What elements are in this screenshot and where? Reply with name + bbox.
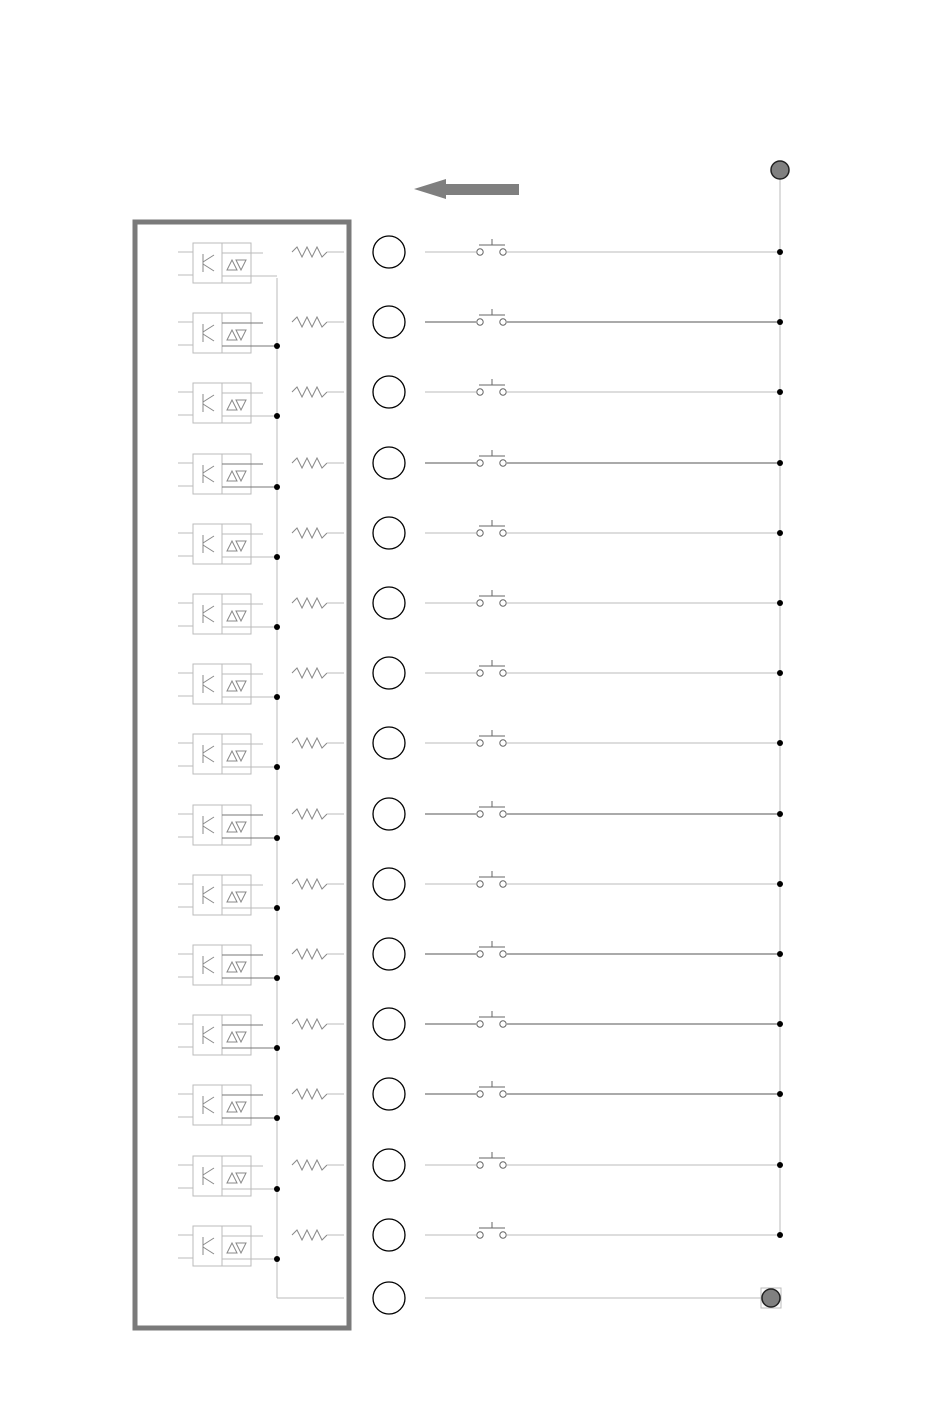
screw-terminal-icon xyxy=(373,1008,405,1040)
channel-1 xyxy=(178,236,783,283)
optocoupler-icon xyxy=(178,454,251,494)
bus-junction-dot xyxy=(274,835,280,841)
resistor-icon xyxy=(292,387,327,397)
screw-terminal-icon xyxy=(373,587,405,619)
channel-4 xyxy=(178,447,783,494)
pushbutton-switch-icon xyxy=(477,871,506,887)
optocoupler-icon xyxy=(178,313,251,353)
screw-terminal-icon xyxy=(373,236,405,268)
bus-junction-dot xyxy=(274,1256,280,1262)
pushbutton-switch-icon xyxy=(477,520,506,536)
rail-junction-dot xyxy=(777,1021,783,1027)
pushbutton-switch-icon xyxy=(477,1152,506,1168)
rail-junction-dot xyxy=(777,460,783,466)
rail-junction-dot xyxy=(777,670,783,676)
screw-terminal-icon xyxy=(373,938,405,970)
resistor-icon xyxy=(292,598,327,608)
channel-7 xyxy=(178,657,783,704)
resistor-icon xyxy=(292,317,327,327)
channel-10 xyxy=(178,868,783,915)
bus-junction-dot xyxy=(274,764,280,770)
bus-junction-dot xyxy=(274,343,280,349)
optocoupler-icon xyxy=(178,594,251,634)
optocoupler-icon xyxy=(178,734,251,774)
bus-junction-dot xyxy=(274,484,280,490)
channel-2 xyxy=(178,306,783,353)
channel-8 xyxy=(178,727,783,774)
resistor-icon xyxy=(292,879,327,889)
optocoupler-icon xyxy=(178,945,251,985)
resistor-icon xyxy=(292,1089,327,1099)
bus-junction-dot xyxy=(274,624,280,630)
rail-junction-dot xyxy=(777,1162,783,1168)
optocoupler-icon xyxy=(178,1226,251,1266)
bus-junction-dot xyxy=(274,1115,280,1121)
resistor-icon xyxy=(292,949,327,959)
pushbutton-switch-icon xyxy=(477,660,506,676)
screw-terminal-icon xyxy=(373,447,405,479)
bus-junction-dot xyxy=(274,975,280,981)
rail-junction-dot xyxy=(777,881,783,887)
pushbutton-switch-icon xyxy=(477,941,506,957)
resistor-icon xyxy=(292,1019,327,1029)
channel-11 xyxy=(178,938,783,985)
bus-junction-dot xyxy=(274,1186,280,1192)
resistor-icon xyxy=(292,738,327,748)
rail-junction-dot xyxy=(777,811,783,817)
resistor-icon xyxy=(292,528,327,538)
supply-terminal-top xyxy=(771,161,789,179)
pushbutton-switch-icon xyxy=(477,450,506,466)
channel-13 xyxy=(178,1078,783,1125)
optocoupler-icon xyxy=(178,664,251,704)
screw-terminal-icon xyxy=(373,1149,405,1181)
rail-junction-dot xyxy=(777,951,783,957)
channel-layer xyxy=(178,236,783,1314)
channel-12 xyxy=(178,1008,783,1055)
common-terminal xyxy=(762,1289,780,1307)
bus-junction-dot xyxy=(274,413,280,419)
bus-junction-dot xyxy=(274,1045,280,1051)
pushbutton-switch-icon xyxy=(477,730,506,746)
resistor-icon xyxy=(292,247,327,257)
screw-terminal-icon xyxy=(373,657,405,689)
pushbutton-switch-icon xyxy=(477,801,506,817)
optocoupler-icon xyxy=(178,1015,251,1055)
bus-junction-dot xyxy=(274,554,280,560)
channel-9 xyxy=(178,798,783,845)
screw-terminal-icon xyxy=(373,1282,405,1314)
channel-5 xyxy=(178,517,783,564)
screw-terminal-icon xyxy=(373,517,405,549)
channel-15 xyxy=(178,1219,783,1266)
rail-junction-dot xyxy=(777,740,783,746)
rail-junction-dot xyxy=(777,389,783,395)
optocoupler-icon xyxy=(178,1085,251,1125)
screw-terminal-icon xyxy=(373,727,405,759)
resistor-icon xyxy=(292,1160,327,1170)
resistor-icon xyxy=(292,668,327,678)
optocoupler-icon xyxy=(178,243,251,283)
screw-terminal-icon xyxy=(373,306,405,338)
screw-terminal-icon xyxy=(373,1078,405,1110)
optocoupler-icon xyxy=(178,805,251,845)
pushbutton-switch-icon xyxy=(477,1011,506,1027)
common-channel xyxy=(277,1282,781,1314)
optocoupler-icon xyxy=(178,875,251,915)
optocoupler-icon xyxy=(178,383,251,423)
rail-junction-dot xyxy=(777,1091,783,1097)
pushbutton-switch-icon xyxy=(477,590,506,606)
pushbutton-switch-icon xyxy=(477,379,506,395)
resistor-icon xyxy=(292,458,327,468)
channel-3 xyxy=(178,376,783,423)
pushbutton-switch-icon xyxy=(477,1222,506,1238)
pushbutton-switch-icon xyxy=(477,309,506,325)
rail-junction-dot xyxy=(777,1232,783,1238)
pushbutton-switch-icon xyxy=(477,239,506,255)
optocoupler-icon xyxy=(178,1156,251,1196)
bus-junction-dot xyxy=(274,905,280,911)
rail-junction-dot xyxy=(777,319,783,325)
screw-terminal-icon xyxy=(373,798,405,830)
rail-junction-dot xyxy=(777,249,783,255)
bus-junction-dot xyxy=(274,694,280,700)
direction-arrow xyxy=(414,179,519,199)
rail-junction-dot xyxy=(777,530,783,536)
channel-6 xyxy=(178,587,783,634)
screw-terminal-icon xyxy=(373,376,405,408)
resistor-icon xyxy=(292,809,327,819)
channel-14 xyxy=(178,1149,783,1196)
rail-junction-dot xyxy=(777,600,783,606)
screw-terminal-icon xyxy=(373,1219,405,1251)
pushbutton-switch-icon xyxy=(477,1081,506,1097)
resistor-icon xyxy=(292,1230,327,1240)
screw-terminal-icon xyxy=(373,868,405,900)
optocoupler-icon xyxy=(178,524,251,564)
